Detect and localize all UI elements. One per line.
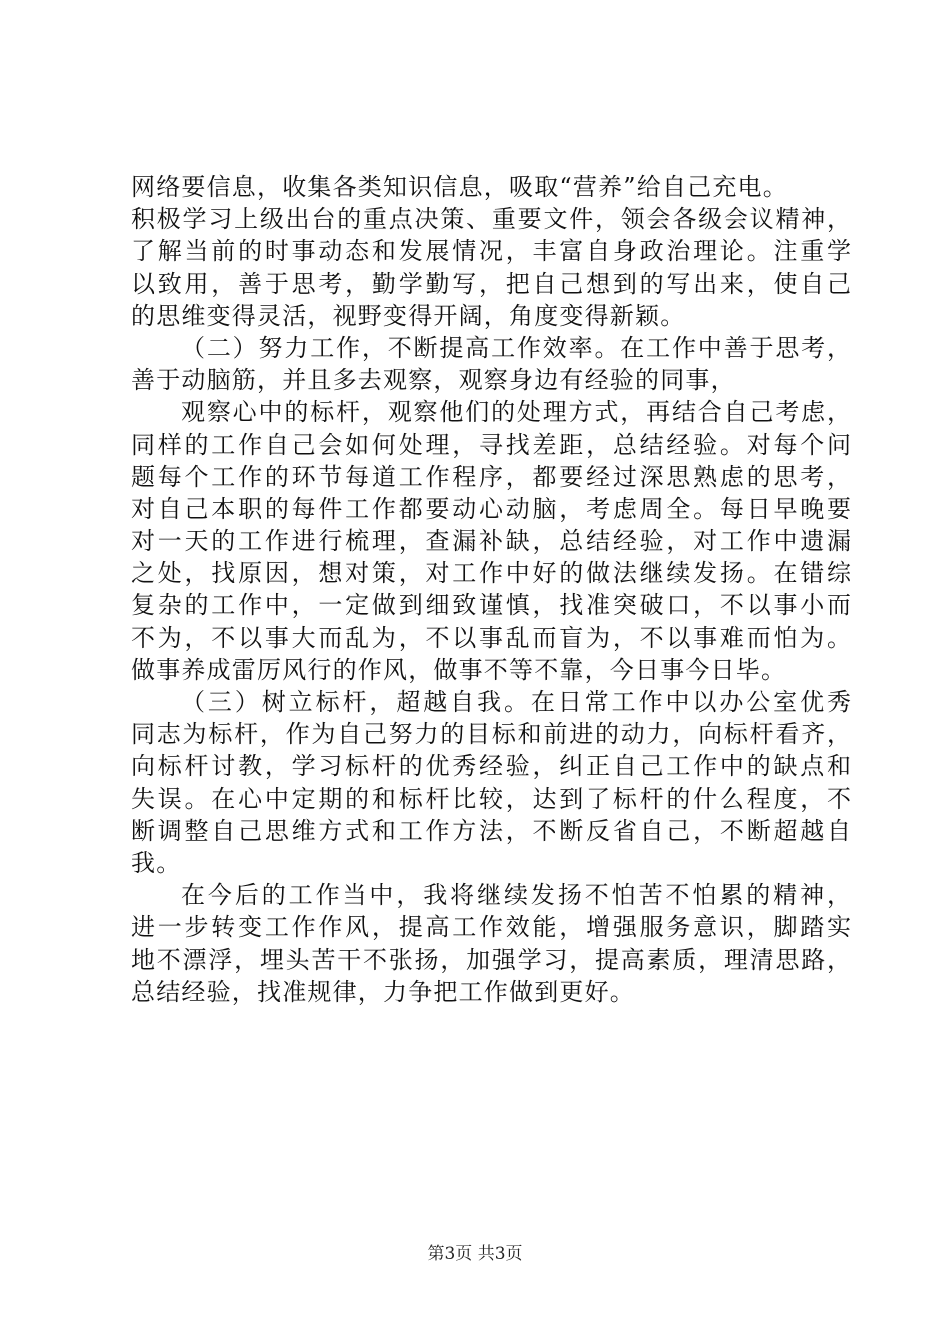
paragraph-start-line: （三）树立标杆，超越自我。在日常工作中以办公室优秀 (181, 688, 851, 716)
text-line: 了解当前的时事动态和发展情况，丰富自身政治理论。注重学 (131, 237, 851, 266)
text-line: 进一步转变工作作风，提高工作效能，增强服务意识，脚踏实 (131, 913, 851, 942)
text-line: 总结经验，找准规律，力争把工作做到更好。 (131, 977, 635, 1006)
text-line: 同样的工作自己会如何处理，寻找差距，总结经验。对每个问 (131, 430, 851, 459)
paragraph-start-line: 观察心中的标杆，观察他们的处理方式，再结合自己考虑， (181, 398, 851, 427)
text-line: 做事养成雷厉风行的作风，做事不等不靠，今日事今日毕。 (131, 655, 787, 684)
text-line: 网络要信息，收集各类知识信息，吸取“营养”给自己充电。 (131, 173, 788, 201)
text-line: 对一天的工作进行梳理，查漏补缺，总结经验，对工作中遗漏 (131, 527, 851, 556)
text-line: 不为，不以事大而乱为，不以事乱而盲为，不以事难而怕为。 (131, 623, 851, 652)
text-line: 题每个工作的环节每道工作程序，都要经过深思熟虑的思考， (131, 462, 851, 491)
page-footer: 第3页 共3页 (427, 1244, 523, 1264)
text-line: 复杂的工作中，一定做到细致谨慎，找准突破口，不以事小而 (131, 591, 851, 620)
text-line: 对自己本职的每件工作都要动心动脑，考虑周全。每日早晚要 (131, 494, 851, 523)
text-line: 善于动脑筋，并且多去观察，观察身边有经验的同事， (131, 366, 736, 395)
paragraph-start-line: 在今后的工作当中，我将继续发扬不怕苦不怕累的精神， (181, 881, 851, 910)
text-line: 同志为标杆，作为自己努力的目标和前进的动力，向标杆看齐， (131, 720, 851, 749)
text-line: 之处，找原因，想对策，对工作中好的做法继续发扬。在错综 (131, 559, 851, 588)
document-body (131, 171, 851, 1008)
text-line: 向标杆讨教，学习标杆的优秀经验，纠正自己工作中的缺点和 (131, 752, 851, 781)
text-line: 断调整自己思维方式和工作方法，不断反省自己，不断超越自 (131, 816, 851, 845)
text-line: 积极学习上级出台的重点决策、重要文件，领会各级会议精神， (131, 205, 851, 234)
text-line: 以致用，善于思考，勤学勤写，把自己想到的写出来，使自己 (131, 269, 851, 298)
paragraph-start-line: （二）努力工作，不断提高工作效率。在工作中善于思考， (181, 333, 851, 362)
text-line: 的思维变得灵活，视野变得开阔，角度变得新颖。 (131, 301, 686, 330)
text-line: 我。 (131, 848, 182, 877)
text-line: 失误。在心中定期的和标杆比较，达到了标杆的什么程度，不 (131, 784, 851, 813)
text-line: 地不漂浮，埋头苦干不张扬，加强学习，提高素质，理清思路， (131, 945, 851, 974)
